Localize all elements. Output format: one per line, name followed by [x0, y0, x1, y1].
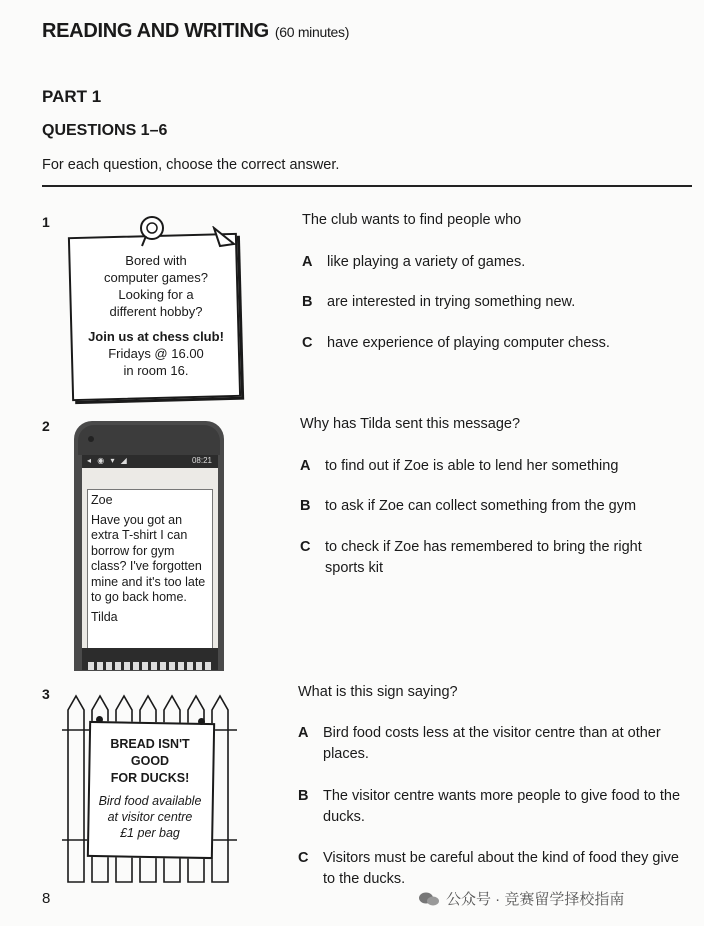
option-letter: C — [300, 539, 311, 555]
option-text: to check if Zoe has remembered to bring the right sports kit — [325, 539, 642, 576]
page-number: 8 — [42, 890, 51, 907]
section-title — [42, 20, 349, 43]
option-letter: B — [300, 498, 311, 514]
text-message — [91, 493, 213, 625]
duck-sign-text — [88, 736, 212, 841]
phone-keyboard — [88, 662, 212, 670]
question-2-option-b[interactable] — [300, 496, 680, 517]
option-letter: A — [302, 254, 313, 270]
question-1-option-c[interactable] — [302, 333, 682, 354]
notice-detail: Fridays @ 16.00 — [108, 346, 204, 361]
message-body: Have you got an extra T-shirt I can borrow for gym class? I've forgotten mine and it's too late to go back home. — [91, 512, 206, 604]
instructions: For each question, choose the correct answer. — [42, 157, 340, 173]
option-letter: B — [302, 294, 313, 310]
question-2-option-a[interactable] — [300, 456, 680, 477]
sign-body-line: Bird food available — [98, 794, 202, 808]
nail-icon — [96, 716, 103, 723]
option-letter: C — [298, 850, 309, 866]
sign-body-line: at visitor centre — [107, 810, 193, 824]
message-sender: Tilda — [91, 609, 118, 624]
watermark-text: 公众号 · 竞赛留学择校指南 — [446, 891, 625, 908]
camera-icon — [88, 436, 94, 442]
question-3-option-a[interactable] — [298, 723, 683, 765]
wechat-icon — [418, 891, 440, 907]
question-1-number: 1 — [42, 214, 50, 230]
section-title-text: READING AND WRITING — [42, 20, 269, 42]
option-letter: A — [300, 458, 311, 474]
part-heading: PART 1 — [42, 87, 102, 106]
question-3-number: 3 — [42, 686, 50, 702]
sign-heading-line: FOR DUCKS! — [110, 771, 190, 785]
chess-club-notice-text — [76, 252, 236, 379]
nail-icon — [198, 718, 205, 725]
message-recipient: Zoe — [91, 493, 113, 507]
option-text: Visitors must be careful about the kind of food they give to the ducks. — [323, 850, 679, 887]
option-text: are interested in trying something new. — [327, 294, 576, 310]
question-1-option-a[interactable] — [302, 252, 662, 273]
question-2-number: 2 — [42, 418, 50, 434]
question-3-option-b[interactable] — [298, 786, 683, 828]
option-text: to find out if Zoe is able to lend her something — [325, 458, 619, 474]
notice-line: different hobby? — [109, 304, 203, 319]
questions-range-heading: QUESTIONS 1–6 — [42, 122, 168, 139]
sign-body-line: £1 per bag — [120, 826, 180, 840]
divider — [42, 185, 692, 187]
status-icons: ◂ ◉ ▾ ◢ — [87, 456, 129, 465]
notice-detail: in room 16. — [123, 363, 189, 378]
pushpin-icon — [132, 212, 172, 248]
question-1-option-b[interactable] — [302, 292, 662, 313]
question-2-stem: Why has Tilda sent this message? — [300, 416, 521, 432]
option-text: The visitor centre wants more people to give food to the ducks. — [323, 788, 681, 825]
notice-bold-line: Join us at chess club! — [88, 329, 224, 344]
question-3-stem: What is this sign saying? — [298, 684, 458, 700]
option-text: have experience of playing computer chess. — [327, 335, 610, 351]
option-text: to ask if Zoe can collect something from the gym — [325, 498, 637, 514]
sign-heading-line: BREAD ISN'T — [110, 737, 190, 751]
section-duration: (60 minutes) — [274, 24, 350, 40]
notice-line: computer games? — [103, 270, 209, 285]
notice-line: Looking for a — [118, 287, 194, 302]
watermark — [418, 888, 624, 909]
sign-heading-line: GOOD — [130, 754, 170, 768]
phone-status-bar — [82, 455, 218, 468]
option-text: Bird food costs less at the visitor centre than at other places. — [323, 725, 661, 762]
phone-top-bezel — [78, 425, 220, 455]
option-text: like playing a variety of games. — [327, 254, 526, 270]
phone-time: 08:21 — [191, 456, 212, 465]
folded-corner-icon — [212, 226, 238, 248]
question-1-stem: The club wants to find people who — [302, 212, 522, 228]
notice-line: Bored with — [125, 253, 187, 268]
question-2-option-c[interactable] — [300, 537, 670, 579]
question-3-option-c[interactable] — [298, 848, 683, 890]
option-letter: C — [302, 335, 313, 351]
option-letter: A — [298, 725, 309, 741]
option-letter: B — [298, 788, 309, 804]
